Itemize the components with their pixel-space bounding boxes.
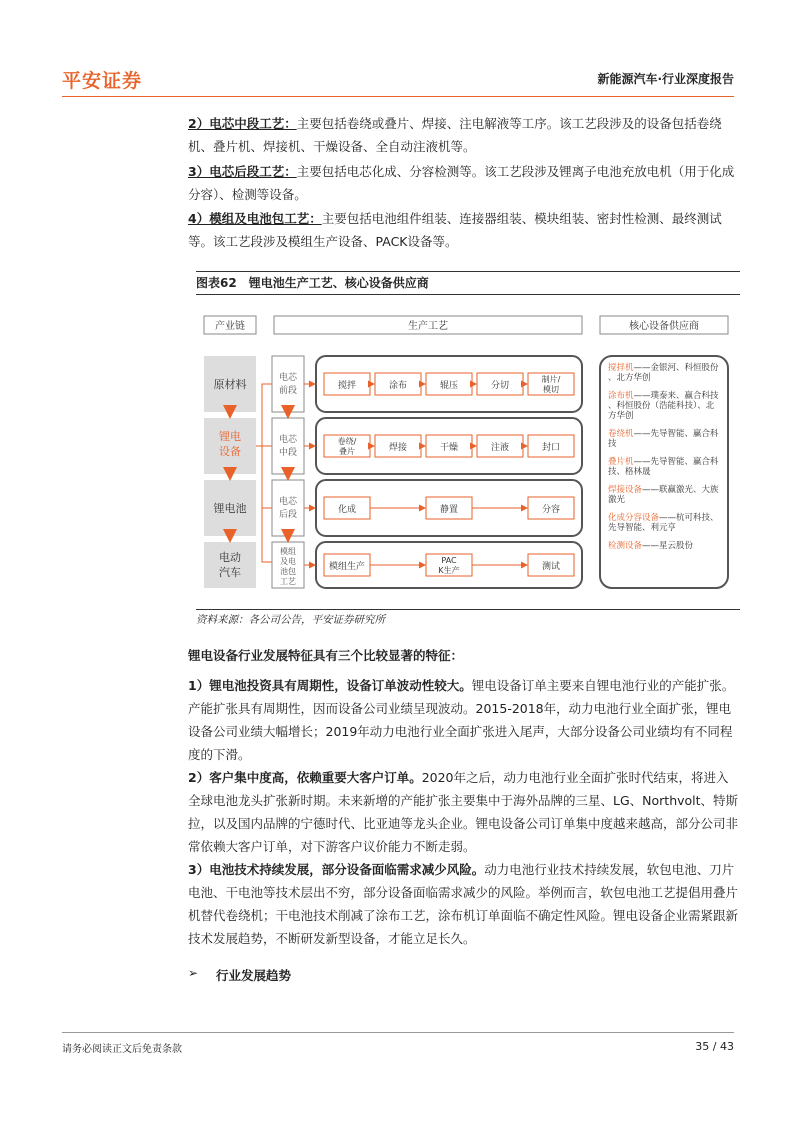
process-step-label: 静置 bbox=[439, 505, 459, 515]
process-step-label: 涂布 bbox=[388, 381, 408, 391]
feature-head: 2）客户集中度高，依赖重要大客户订单。 bbox=[188, 770, 422, 785]
intro-text: 主要包括电池组件组装、连接器组装、模块组装、密封性检测、最终测试等。该工艺段涉及模组生产设备、PACK设备等。 bbox=[188, 211, 722, 249]
process-diagram bbox=[196, 300, 740, 608]
intro-text: 主要包括卷绕或叠片、焊接、注电解液等工序。该工艺段涉及的设备包括卷绕机、叠片机、焊接机、干燥设备、全自动注液机等。 bbox=[188, 116, 722, 154]
supplier-line: 技、格林晟 bbox=[608, 467, 651, 477]
process-step-label: 卷绕/ bbox=[337, 437, 357, 446]
process-step-label: 叠片 bbox=[339, 447, 355, 456]
process-step-label: 辊压 bbox=[439, 381, 459, 391]
supplier-line: 先导智能、利元亨 bbox=[608, 523, 677, 533]
feature-2 bbox=[188, 766, 740, 858]
process-step-label: 注液 bbox=[490, 443, 510, 453]
footer-divider bbox=[62, 1032, 734, 1033]
feature-head: 3）电池技术持续发展，部分设备面临需求减少风险。 bbox=[188, 862, 485, 877]
report-type: 新能源汽车·行业深度报告 bbox=[597, 72, 734, 86]
intro-head: 3）电芯后段工艺： bbox=[188, 164, 297, 179]
svg-text:工艺: 工艺 bbox=[280, 577, 296, 586]
stage-label: 后段 bbox=[278, 510, 298, 520]
feature-text: 2020年之后，动力电池行业全面扩张时代结束，将进入全球电池龙头扩张新时期。未来新增的产能扩张主要集中于海外品牌的三星、LG、Northvolt、特斯拉，以及国内品牌的宁德时代、比亚迪等龙头企业。锂电设备公司订单集中度越来越高，部分公司非常依赖大客户订单，对下游客户议价能力不断走弱。 bbox=[188, 770, 739, 854]
feature-text: 锂电设备订单主要来自锂电池行业的产能扩张。产能扩张具有周期性，因而设备公司业绩呈现波动。2015-2018年，动力电池行业全面扩张，锂电设备公司业绩大幅增长；2019年动力电池行业全面扩张进入尾声，大部分设备公司业绩均有不同程度的下滑。 bbox=[188, 678, 735, 762]
chain-item: 电动 bbox=[219, 551, 241, 564]
header-chain: 产业链 bbox=[215, 321, 245, 332]
feature-1 bbox=[188, 674, 740, 766]
supplier-line: 检测设备——星云股份 bbox=[608, 541, 694, 551]
process-step-label: 化成 bbox=[337, 505, 357, 515]
process-step-label: 测试 bbox=[541, 562, 561, 572]
chain-item: 原材料 bbox=[213, 378, 247, 391]
section-title: 行业发展趋势 bbox=[216, 968, 292, 983]
process-step-label: 焊接 bbox=[388, 443, 408, 453]
supplier-line: 、科恒股份（浩能科技）、北 bbox=[608, 401, 715, 411]
feature-3 bbox=[188, 858, 740, 950]
header-process: 生产工艺 bbox=[408, 321, 448, 332]
process-step-label: 搅拌 bbox=[337, 381, 357, 391]
process-step-label: 干燥 bbox=[439, 443, 459, 453]
process-step-label: 模切 bbox=[543, 385, 559, 394]
svg-text:模组: 模组 bbox=[280, 547, 296, 556]
figure-source: 资料来源：各公司公告，平安证券研究所 bbox=[196, 614, 385, 626]
supplier-line: 焊接设备——联赢激光、大族 bbox=[608, 485, 719, 495]
process-step-label: 模组生产 bbox=[328, 562, 366, 572]
features-intro: 锂电设备行业发展特征具有三个比较显著的特征： bbox=[188, 648, 464, 663]
supplier-line: 、北方华创 bbox=[608, 373, 651, 383]
stage-label: 电芯 bbox=[278, 497, 298, 507]
stage-label: 电芯 bbox=[278, 373, 298, 383]
supplier-line: 化成分容设备——杭可科技、 bbox=[608, 513, 719, 523]
supplier-line: 涂布机——璞泰来、赢合科技 bbox=[608, 391, 719, 401]
process-step-label: K生产 bbox=[438, 566, 460, 575]
process-step-label: 分切 bbox=[490, 381, 510, 391]
page-header bbox=[62, 62, 734, 92]
chain-item: 锂电池 bbox=[213, 502, 247, 515]
brand-logo: 平安证券 bbox=[62, 70, 143, 92]
supplier-line: 技 bbox=[608, 439, 617, 449]
page-number: 35 / 43 bbox=[695, 1040, 734, 1053]
chain-item: 锂电 bbox=[219, 430, 241, 443]
intro-head: 2）电芯中段工艺： bbox=[188, 116, 297, 131]
intro-head: 4）模组及电池包工艺： bbox=[188, 211, 322, 226]
process-step-label: 封口 bbox=[541, 443, 561, 453]
figure-rule-bottom bbox=[196, 294, 740, 295]
process-step-label: 制片/ bbox=[541, 375, 561, 384]
process-step-label: PAC bbox=[441, 556, 457, 565]
chain-item: 汽车 bbox=[219, 566, 241, 579]
supplier-line: 搅拌机——金银河、科恒股份 bbox=[608, 363, 719, 373]
supplier-line: 叠片机——先导智能、赢合科 bbox=[608, 457, 719, 467]
footer-disclaimer: 请务必阅读正文后免责条款 bbox=[62, 1044, 182, 1055]
svg-text:及电: 及电 bbox=[280, 557, 296, 566]
header-suppliers: 核心设备供应商 bbox=[629, 321, 699, 332]
intro-paragraph-2 bbox=[188, 112, 740, 158]
supplier-line: 方华创 bbox=[608, 411, 634, 421]
figure-rule-top bbox=[196, 271, 740, 272]
stage-label: 前段 bbox=[278, 386, 298, 396]
intro-paragraph-3 bbox=[188, 160, 740, 206]
process-step-label: 分容 bbox=[541, 505, 561, 515]
figure-title: 图表62 锂电池生产工艺、核心设备供应商 bbox=[196, 276, 429, 290]
stage-label: 中段 bbox=[278, 448, 298, 458]
supplier-line: 激光 bbox=[608, 495, 626, 505]
intro-paragraph-4 bbox=[188, 207, 740, 253]
stage-label: 电芯 bbox=[278, 435, 298, 445]
feature-head: 1）锂电池投资具有周期性，设备订单波动性较大。 bbox=[188, 678, 472, 693]
supplier-line: 卷绕机——先导智能、赢合科 bbox=[608, 429, 719, 439]
intro-text: 主要包括电芯化成、分容检测等。该工艺段涉及锂离子电池充放电机（用于化成分容）、检测等设备。 bbox=[188, 164, 735, 202]
svg-text:池包: 池包 bbox=[280, 567, 296, 576]
section-arrow-icon: ➢ bbox=[188, 966, 199, 980]
feature-text: 动力电池行业技术持续发展，软包电池、刀片电池、干电池等技术层出不穷，部分设备面临需求减少的风险。举例而言，软包电池工艺提倡用叠片机替代卷绕机；干电池技术削减了涂布工艺，涂布机订单面临不确定性风险。锂电设备企业需紧跟新技术发展趋势，不断研发新型设备，才能立足长久。 bbox=[188, 862, 739, 946]
header-divider bbox=[62, 96, 734, 97]
chain-item: 设备 bbox=[219, 445, 241, 458]
figure-rule-source bbox=[196, 609, 740, 610]
